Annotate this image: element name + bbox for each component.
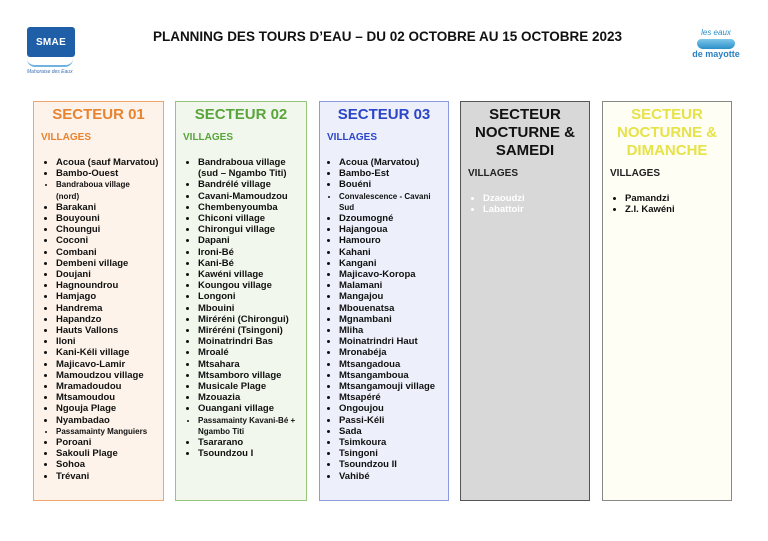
list-item: • Hapandzo <box>56 314 158 325</box>
sector-02-card <box>175 101 307 501</box>
list-item: • Ironi-Bé <box>198 247 301 258</box>
village-list <box>466 193 584 215</box>
list-item: • Passamainty Manguiers <box>56 426 158 437</box>
list-item: • Mtsangadoua <box>339 359 443 370</box>
list-item: • Hauts Vallons <box>56 325 158 336</box>
list-item: • Miréréni (Tsingoni) <box>198 325 301 336</box>
list-item: • Coconi <box>56 235 158 246</box>
list-item: • Mamoudzou village <box>56 370 158 381</box>
list-item: • Chiconi village <box>198 213 301 224</box>
list-item: • Malamani <box>339 280 443 291</box>
list-item: • Koungou village <box>198 280 301 291</box>
list-item: • Choungui <box>56 224 158 235</box>
sector-03-card <box>319 101 449 501</box>
list-item: • Tsimkoura <box>339 437 443 448</box>
list-item: • Kahani <box>339 247 443 258</box>
sector-title: SECTEUR NOCTURNE & SAMEDI <box>475 106 575 159</box>
list-item: • Trévani <box>56 471 158 482</box>
list-item: • Mangajou <box>339 291 443 302</box>
list-item: • Sohoa <box>56 459 158 470</box>
list-item: • Kawéni village <box>198 269 301 280</box>
list-item: • Ouangani village <box>198 403 301 414</box>
list-item: • Labattoir <box>483 204 584 215</box>
villages-label: VILLAGES <box>327 132 378 143</box>
list-item: • Bandrélé village <box>198 179 301 190</box>
list-item: • Mramadoudou <box>56 381 158 392</box>
list-item: • Majicavo-Lamir <box>56 359 158 370</box>
sector-title: SECTEUR NOCTURNE & DIMANCHE <box>617 106 717 159</box>
list-item: • Z.I. Kawéni <box>625 204 726 215</box>
list-item: • Doujani <box>56 269 158 280</box>
sector-title: SECTEUR 01 <box>52 106 145 123</box>
list-item: • Bouyouni <box>56 213 158 224</box>
village-list <box>325 157 443 482</box>
list-item: • Hagnoundrou <box>56 280 158 291</box>
list-item: • Longoni <box>198 291 301 302</box>
villages-label: VILLAGES <box>610 168 661 179</box>
list-item: • Mtsapéré <box>339 392 443 403</box>
list-item: • Dzoumogné <box>339 213 443 224</box>
list-item: • Mronabéja <box>339 347 443 358</box>
list-item: • Dzaoudzi <box>483 193 584 204</box>
list-item: • Dembeni village <box>56 258 158 269</box>
sector-nocturne-samedi-card <box>460 101 590 501</box>
list-item: • Hajangoua <box>339 224 443 235</box>
list-item: • Kangani <box>339 258 443 269</box>
wave-decoration <box>27 59 73 67</box>
list-item: • Mliha <box>339 325 443 336</box>
sector-title: SECTEUR 03 <box>337 106 431 123</box>
list-item: • Miréréni (Chirongui) <box>198 314 301 325</box>
list-item: • Vahibé <box>339 471 443 482</box>
smae-tagline: Mahoraise des Eaux <box>27 69 73 75</box>
list-item: • Dapani <box>198 235 301 246</box>
list-item: • Moinatrindri Haut <box>339 336 443 347</box>
list-item: • Bambo-Ouest <box>56 168 158 179</box>
list-item: • Handrema <box>56 303 158 314</box>
list-item: • Ngouja Plage <box>56 403 158 414</box>
list-item: • Iloni <box>56 336 158 347</box>
list-item: • Passamainty Kavani-Bé + Ngambo Titi <box>198 415 301 437</box>
list-item: • Kani-Kéli village <box>56 347 158 358</box>
list-item: • Bandraboua village (nord) <box>56 179 158 201</box>
logo-text-top: les eaux <box>701 28 731 37</box>
list-item: • Hamjago <box>56 291 158 302</box>
village-list <box>39 157 158 482</box>
list-item: • Hamouro <box>339 235 443 246</box>
list-item: • Sada <box>339 426 443 437</box>
list-item: • Musicale Plage <box>198 381 301 392</box>
list-item: • Bouéni <box>339 179 443 190</box>
list-item: • Mgnambani <box>339 314 443 325</box>
list-item: • Tsararano <box>198 437 301 448</box>
sector-title: SECTEUR 02 <box>194 106 288 123</box>
village-list <box>608 193 726 215</box>
list-item: • Tsingoni <box>339 448 443 459</box>
list-item: • Mtsamoudou <box>56 392 158 403</box>
list-item: • Chirongui village <box>198 224 301 235</box>
list-item: • Tsoundzou II <box>339 459 443 470</box>
list-item: • Mroalé <box>198 347 301 358</box>
list-item: • Mtsamboro village <box>198 370 301 381</box>
list-item: • Tsoundzou I <box>198 448 301 459</box>
list-item: • Convalescence - Cavani Sud <box>339 191 443 213</box>
list-item: • Pamandzi <box>625 193 726 204</box>
list-item: • Sakouli Plage <box>56 448 158 459</box>
water-drop-icon <box>697 39 735 49</box>
list-item: • Mzouazia <box>198 392 301 403</box>
page-title: PLANNING DES TOURS D’EAU – DU 02 OCTOBRE AU 15 OCTOBRE 2023 <box>152 29 623 44</box>
list-item: • Passi-Kéli <box>339 415 443 426</box>
list-item: • Mtsangamboua <box>339 370 443 381</box>
list-item: • Poroani <box>56 437 158 448</box>
list-item: • Acoua (sauf Marvatou) <box>56 157 158 168</box>
eaux-de-mayotte-logo <box>690 28 742 76</box>
smae-logo-mark: SMAE <box>27 27 75 57</box>
sector-01-card <box>33 101 164 501</box>
smae-logo <box>27 27 77 79</box>
logo-text-bottom: de mayotte <box>692 49 740 59</box>
list-item: • Mbouini <box>198 303 301 314</box>
list-item: • Nyambadao <box>56 415 158 426</box>
list-item: • Kani-Bé <box>198 258 301 269</box>
list-item: • Combani <box>56 247 158 258</box>
villages-label: VILLAGES <box>468 168 519 179</box>
list-item: • Ongoujou <box>339 403 443 414</box>
list-item: • Mtsangamouji village <box>339 381 443 392</box>
list-item: • Mbouenatsa <box>339 303 443 314</box>
list-item: • Moinatrindri Bas <box>198 336 301 347</box>
village-list <box>181 157 301 459</box>
sector-nocturne-dimanche-card <box>602 101 732 501</box>
villages-label: VILLAGES <box>41 132 92 143</box>
list-item: • Majicavo-Koropa <box>339 269 443 280</box>
list-item: • Acoua (Marvatou) <box>339 157 443 168</box>
list-item: • Mtsahara <box>198 359 301 370</box>
list-item: • Cavani-Mamoudzou <box>198 191 301 202</box>
list-item: • Bambo-Est <box>339 168 443 179</box>
list-item: • Barakani <box>56 202 158 213</box>
list-item: • Chembenyoumba <box>198 202 301 213</box>
villages-label: VILLAGES <box>183 132 234 143</box>
list-item: • Bandraboua village (sud – Ngambo Titi) <box>198 157 301 179</box>
